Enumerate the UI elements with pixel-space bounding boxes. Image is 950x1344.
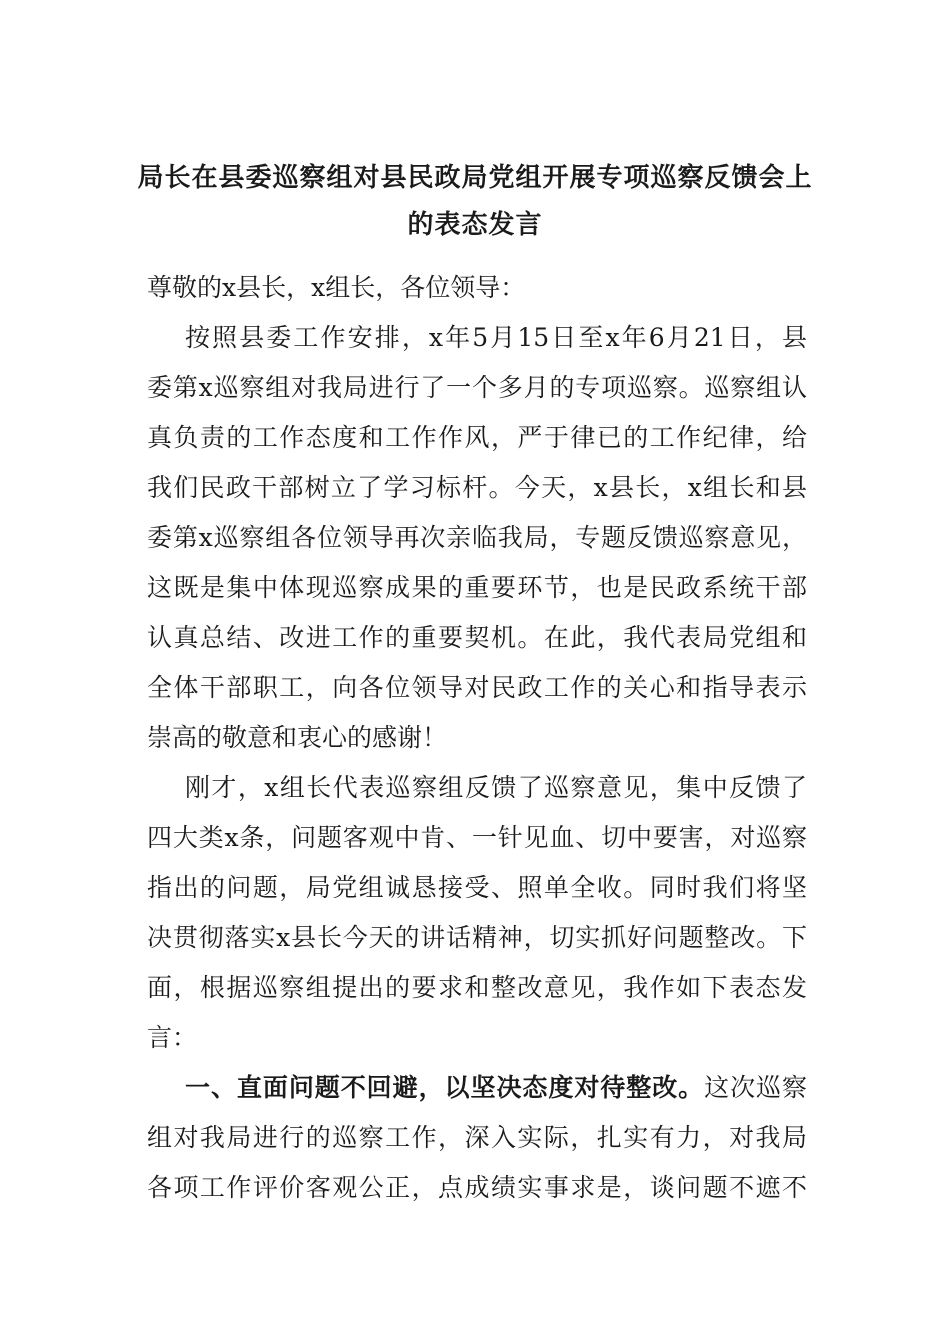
paragraph-2-line: 决贯彻落实x县长今天的讲话精神，切实抓好问题整改。下 bbox=[147, 923, 807, 952]
paragraph-2-line: 四大类x条，问题客观中肯、一针见血、切中要害，对巡察 bbox=[147, 823, 807, 852]
paragraph-2-line: 面，根据巡察组提出的要求和整改意见，我作如下表态发 bbox=[147, 973, 807, 1002]
paragraph-3-line: 组对我局进行的巡察工作，深入实际，扎实有力，对我局 bbox=[147, 1123, 807, 1152]
paragraph-1-line: 这既是集中体现巡察成果的重要环节，也是民政系统干部 bbox=[147, 573, 807, 602]
paragraph-3-line: 各项工作评价客观公正，点成绩实事求是，谈问题不遮不 bbox=[147, 1173, 807, 1202]
paragraph-1-line: 认真总结、改进工作的重要契机。在此，我代表局党组和 bbox=[147, 623, 807, 652]
paragraph-1-line: 真负责的工作态度和工作作风，严于律已的工作纪律，给 bbox=[147, 423, 807, 452]
salutation: 尊敬的x县长，x组长，各位领导： bbox=[147, 273, 526, 302]
paragraph-1-line: 按照县委工作安排，x年5月15日至x年6月21日，县 bbox=[185, 323, 807, 352]
paragraph-1-line: 崇高的敬意和衷心的感谢！ bbox=[147, 723, 448, 752]
document-title-line-2: 的表态发言 bbox=[407, 210, 543, 240]
section-heading: 一、直面问题不回避，以坚决态度对待整改。 bbox=[185, 1073, 705, 1102]
paragraph-2-line: 言： bbox=[147, 1023, 198, 1052]
paragraph-1-line: 我们民政干部树立了学习标杆。今天，x县长，x组长和县 bbox=[147, 473, 807, 502]
paragraph-3-lead-text: 这次巡察 bbox=[704, 1073, 807, 1102]
paragraph-2-line: 指出的问题，局党组诚恳接受、照单全收。同时我们将坚 bbox=[147, 873, 807, 902]
paragraph-1-line: 委第x巡察组对我局进行了一个多月的专项巡察。巡察组认 bbox=[147, 373, 807, 402]
paragraph-1-line: 全体干部职工，向各位领导对民政工作的关心和指导表示 bbox=[147, 673, 807, 702]
paragraph-3-first-line bbox=[185, 1073, 807, 1103]
document-title-line-1: 局长在县委巡察组对县民政局党组开展专项巡察反馈会上 bbox=[137, 163, 813, 193]
paragraph-1-line: 委第x巡察组各位领导再次亲临我局，专题反馈巡察意见， bbox=[147, 523, 807, 552]
paragraph-2-line: 刚才，x组长代表巡察组反馈了巡察意见，集中反馈了 bbox=[185, 773, 807, 802]
